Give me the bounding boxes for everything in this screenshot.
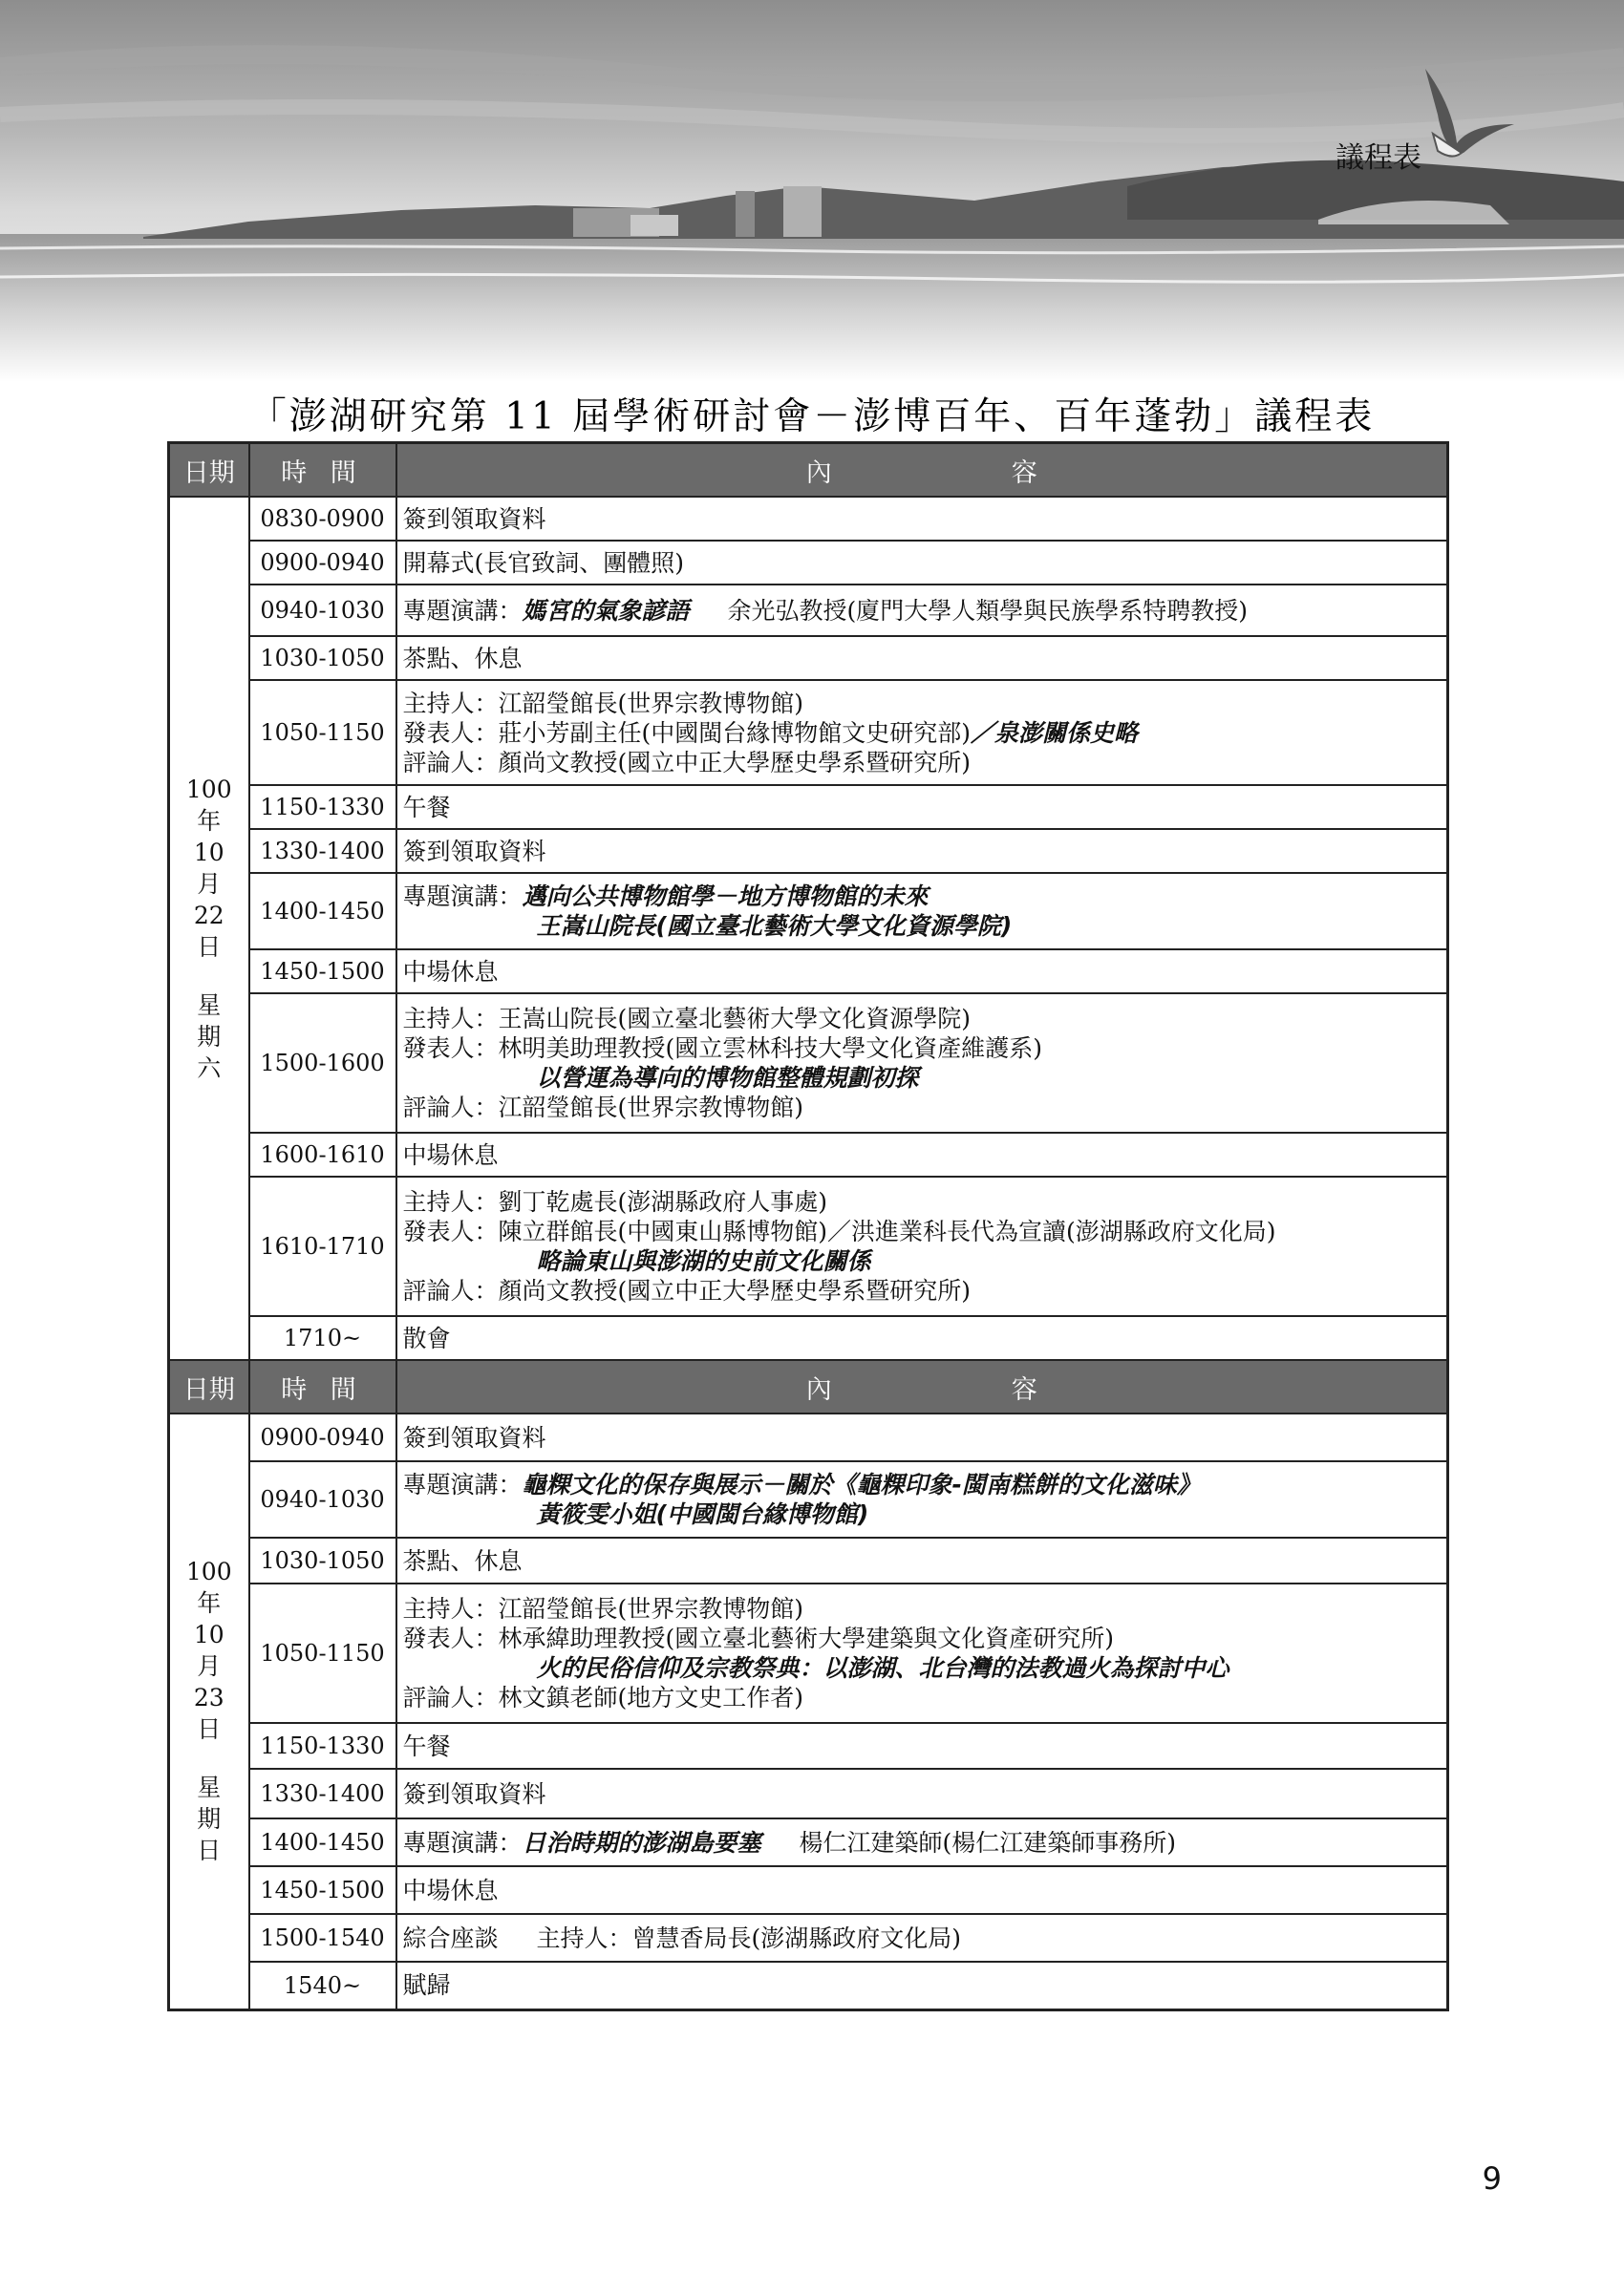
content-text: 散會: [402, 1324, 451, 1352]
time-cell: 0940-1030: [249, 585, 396, 636]
content-line: [403, 1217, 1442, 1246]
date-char: 年: [197, 1589, 222, 1618]
table-row: [169, 993, 1448, 1133]
table-row: [169, 1414, 1448, 1461]
date-char: 期: [197, 1805, 222, 1834]
time-cell: 0830-0900: [249, 497, 396, 541]
content-line: [403, 596, 1442, 626]
time-cell: 1150-1330: [249, 785, 396, 829]
date-char: 日: [197, 1837, 222, 1865]
content-text: 評論人：江韶瑩館長(世界宗教博物館): [402, 1094, 804, 1121]
header-time: 時 間: [249, 1360, 396, 1414]
date-cell: [169, 1414, 249, 2009]
table-header-row: [169, 1360, 1448, 1414]
date-char: 年: [197, 806, 222, 835]
table-row: [169, 1177, 1448, 1316]
content-cell: [396, 785, 1448, 829]
table-row: [169, 829, 1448, 873]
content-text: 發表人：陳立群館長(中國東山縣博物館)／洪進業科長代為宣讀(澎湖縣政府文化局): [402, 1218, 1276, 1245]
time-cell: 1450-1500: [249, 1866, 396, 1914]
time-cell: 1610-1710: [249, 1177, 396, 1316]
content-cell: [396, 949, 1448, 993]
content-cell: [396, 680, 1448, 785]
date-char: 六: [197, 1053, 222, 1082]
date-char: 星: [197, 1774, 222, 1802]
table-row: [169, 1584, 1448, 1723]
content-line: [403, 1970, 1442, 2000]
date-char: 100: [185, 1558, 232, 1586]
content-line: [403, 1924, 1442, 1953]
time-cell: 1150-1330: [249, 1723, 396, 1769]
content-line: [403, 1779, 1442, 1809]
content-cell: [396, 1818, 1448, 1866]
table-row: [169, 1316, 1448, 1360]
content-line: [403, 504, 1442, 534]
date-char: 10: [193, 1621, 224, 1649]
content-line: [403, 1828, 1442, 1858]
section-label: 議程表: [1336, 141, 1421, 175]
content-cell: [396, 829, 1448, 873]
time-cell: 1500-1600: [249, 993, 396, 1133]
time-cell: 1400-1450: [249, 1818, 396, 1866]
time-cell: 1050-1150: [249, 680, 396, 785]
content-line: [403, 689, 1442, 718]
content-text: 主持人：江韶瑩館長(世界宗教博物館): [402, 689, 804, 717]
table-row: [169, 636, 1448, 680]
content-line: [403, 644, 1442, 673]
header-content: [396, 443, 1448, 498]
content-line: [403, 1063, 1442, 1093]
content-line: [403, 1499, 1442, 1529]
content-cell: [396, 993, 1448, 1133]
table-row: [169, 1538, 1448, 1584]
header-content-a: 內: [805, 1374, 832, 1405]
content-text: 綜合座談: [402, 1924, 499, 1952]
content-line: [403, 1324, 1442, 1353]
content-text: 發表人：林明美助理教授(國立雲林科技大學文化資產維護系): [402, 1034, 1043, 1062]
time-cell: 1450-1500: [249, 949, 396, 993]
content-line: [403, 957, 1442, 987]
table-row: [169, 1914, 1448, 1962]
content-text: 簽到領取資料: [402, 1779, 546, 1808]
table-header-row: [169, 443, 1448, 498]
content-text: 簽到領取資料: [402, 1423, 546, 1452]
content-text: 余光弘教授(廈門大學人類學與民族學系特聘教授): [727, 596, 1249, 625]
table-row: [169, 497, 1448, 541]
content-text: 發表人：林承緯助理教授(國立臺北藝術大學建築與文化資產研究所): [402, 1625, 1115, 1652]
content-cell: [396, 1866, 1448, 1914]
content-line: [403, 1624, 1442, 1653]
content-line: [403, 1470, 1442, 1499]
content-text: 日治時期的澎湖島要塞: [522, 1828, 761, 1857]
content-text: 主持人：江韶瑩館長(世界宗教博物館): [402, 1595, 804, 1623]
content-text: 主持人：劉丁乾處長(澎湖縣政府人事處): [402, 1188, 828, 1216]
content-text: 專題演講：: [402, 882, 523, 910]
time-cell: 1050-1150: [249, 1584, 396, 1723]
table-row: [169, 585, 1448, 636]
time-cell: 0900-0940: [249, 1414, 396, 1461]
content-line: [403, 793, 1442, 822]
content-line: [403, 1187, 1442, 1217]
date-char: 星: [197, 990, 222, 1019]
content-line: [403, 1140, 1442, 1170]
time-cell: 1500-1540: [249, 1914, 396, 1962]
date-char: 日: [197, 1715, 222, 1744]
content-text: 專題演講：: [402, 1828, 523, 1857]
header-banner-image: [0, 0, 1624, 382]
content-text: 以營運為導向的博物館整體規劃初探: [536, 1064, 919, 1092]
content-cell: [396, 585, 1448, 636]
content-text: 主持人：王嵩山院長(國立臺北藝術大學文化資源學院): [402, 1005, 972, 1032]
time-cell: 1540~: [249, 1962, 396, 2009]
header-content-b: 容: [1011, 457, 1037, 488]
content-text: 開幕式(長官致詞、團體照): [402, 548, 685, 577]
content-line: [403, 1033, 1442, 1063]
content-text: 發表人：莊小芳副主任(中國閩台緣博物館文史研究部): [402, 718, 972, 747]
content-text: 評論人：林文鎮老師(地方文史工作者): [402, 1684, 804, 1711]
date-char: 100: [185, 775, 232, 803]
content-text: 媽宮的氣象諺語: [522, 596, 690, 625]
content-text: 茶點、休息: [402, 644, 523, 672]
date-char: 10: [193, 838, 224, 866]
content-line: [403, 1732, 1442, 1761]
content-cell: [396, 1723, 1448, 1769]
time-cell: 1330-1400: [249, 1769, 396, 1818]
content-cell: [396, 1461, 1448, 1538]
content-cell: [396, 1914, 1448, 1962]
content-cell: [396, 1316, 1448, 1360]
date-char: 月: [197, 1652, 222, 1681]
content-line: [403, 1546, 1442, 1576]
content-text: 午餐: [402, 793, 451, 821]
content-line: [403, 1594, 1442, 1624]
date-char: 22: [193, 901, 224, 929]
content-text: 專題演講：: [402, 1471, 523, 1499]
content-text: 賦歸: [402, 1971, 451, 2000]
content-text: 中場休息: [402, 1140, 499, 1169]
date-char: 期: [197, 1022, 222, 1051]
time-cell: 1330-1400: [249, 829, 396, 873]
table-row: [169, 1962, 1448, 2009]
time-cell: 1030-1050: [249, 636, 396, 680]
time-cell: 1710~: [249, 1316, 396, 1360]
content-text: 龜粿文化的保存與展示－關於《龜粿印象-閩南糕餅的文化滋味》: [522, 1471, 1201, 1499]
content-text: 專題演講：: [402, 596, 523, 625]
content-text: 黃筱雯小姐(中國閩台緣博物館): [536, 1500, 869, 1528]
content-line: [403, 1004, 1442, 1033]
content-cell: [396, 1584, 1448, 1723]
content-text: 簽到領取資料: [402, 837, 546, 865]
content-line: [403, 1246, 1442, 1276]
page-number: 9: [1482, 2160, 1502, 2197]
content-cell: [396, 541, 1448, 585]
header-date: 日期: [169, 443, 249, 498]
page-title: 「澎湖研究第 11 屆學術研討會－澎博百年、百年蓬勃」議程表: [248, 395, 1376, 438]
header-content-b: 容: [1011, 1374, 1037, 1405]
content-text: 午餐: [402, 1732, 451, 1760]
content-text: ／泉澎關係史略: [971, 718, 1139, 747]
content-text: 茶點、休息: [402, 1546, 523, 1575]
header-content-a: 內: [805, 457, 832, 488]
table-row: [169, 1133, 1448, 1177]
content-line: [403, 1093, 1442, 1122]
header-time: 時 間: [249, 443, 396, 498]
content-cell: [396, 1414, 1448, 1461]
content-line: [403, 1423, 1442, 1453]
content-text: 略論東山與澎湖的史前文化關係: [536, 1247, 871, 1275]
content-text: 評論人：顏尚文教授(國立中正大學歷史學系暨研究所): [402, 748, 972, 776]
time-cell: 1600-1610: [249, 1133, 396, 1177]
content-line: [403, 1683, 1442, 1712]
table-row: [169, 949, 1448, 993]
table-row: [169, 1818, 1448, 1866]
content-text: 中場休息: [402, 957, 499, 986]
time-cell: 1400-1450: [249, 873, 396, 949]
content-cell: [396, 1769, 1448, 1818]
content-text: 中場休息: [402, 1876, 499, 1904]
content-text: 王嵩山院長(國立臺北藝術大學文化資源學院): [536, 912, 1013, 940]
content-cell: [396, 636, 1448, 680]
table-row: [169, 680, 1448, 785]
table-row: [169, 1769, 1448, 1818]
agenda-table: [167, 441, 1449, 2011]
content-line: [403, 548, 1442, 578]
content-text: 簽到領取資料: [402, 504, 546, 533]
date-cell: [169, 497, 249, 1360]
header-date: 日期: [169, 1360, 249, 1414]
date-char: 月: [197, 869, 222, 898]
content-line: [403, 718, 1442, 748]
content-text: 主持人：曾慧香局長(澎湖縣政府文化局): [536, 1924, 962, 1952]
content-cell: [396, 873, 1448, 949]
content-cell: [396, 1133, 1448, 1177]
time-cell: 0900-0940: [249, 541, 396, 585]
table-row: [169, 785, 1448, 829]
header-content: [396, 1360, 1448, 1414]
time-cell: 0940-1030: [249, 1461, 396, 1538]
content-line: [403, 748, 1442, 777]
date-char: 23: [193, 1684, 224, 1712]
table-row: [169, 541, 1448, 585]
time-cell: 1030-1050: [249, 1538, 396, 1584]
content-cell: [396, 1962, 1448, 2009]
table-row: [169, 1723, 1448, 1769]
table-row: [169, 873, 1448, 949]
content-cell: [396, 497, 1448, 541]
content-line: [403, 837, 1442, 866]
content-line: [403, 1653, 1442, 1683]
date-char: 日: [197, 932, 222, 961]
content-cell: [396, 1538, 1448, 1584]
content-text: 火的民俗信仰及宗教祭典：以澎湖、北台灣的法教過火為探討中心: [536, 1654, 1229, 1682]
content-cell: [396, 1177, 1448, 1316]
content-text: 楊仁江建築師(楊仁江建築師事務所): [799, 1828, 1177, 1857]
content-text: 邁向公共博物館學－地方博物館的未來: [522, 882, 929, 910]
content-text: 評論人：顏尚文教授(國立中正大學歷史學系暨研究所): [402, 1277, 972, 1305]
table-row: [169, 1866, 1448, 1914]
content-line: [403, 882, 1442, 911]
table-row: [169, 1461, 1448, 1538]
content-line: [403, 1276, 1442, 1306]
content-line: [403, 911, 1442, 941]
content-line: [403, 1876, 1442, 1905]
